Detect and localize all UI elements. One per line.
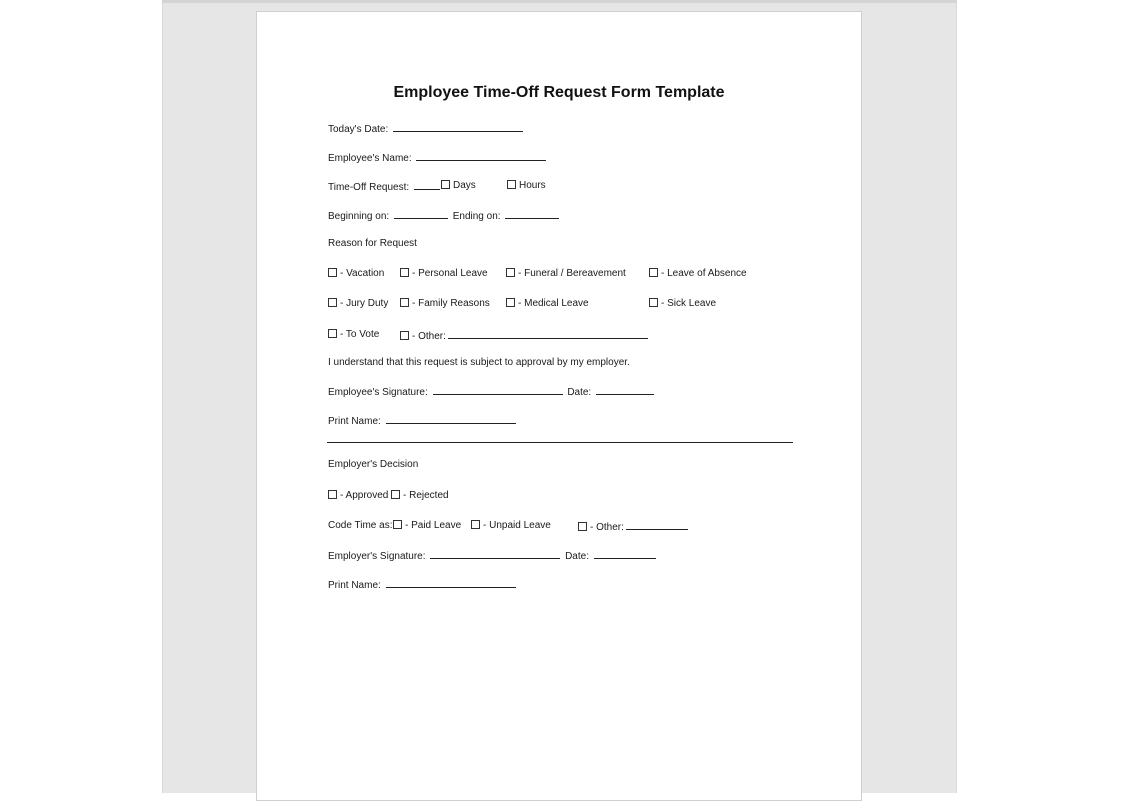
medical-leave-checkbox[interactable] bbox=[506, 298, 515, 307]
family-reasons-option[interactable] bbox=[400, 297, 490, 311]
days-checkbox[interactable] bbox=[441, 180, 450, 189]
unpaid-leave-option[interactable] bbox=[471, 519, 551, 533]
jury-duty-checkbox[interactable] bbox=[328, 298, 337, 307]
medical-leave-option[interactable] bbox=[506, 297, 589, 311]
page-title: Employee Time-Off Request Form Template bbox=[393, 84, 725, 101]
todays-date-label: Today's Date: bbox=[328, 124, 389, 135]
employer-date-field[interactable] bbox=[594, 548, 656, 559]
code-other-option[interactable] bbox=[578, 519, 688, 535]
ending-on-field[interactable] bbox=[505, 208, 559, 219]
todays-date-field[interactable] bbox=[393, 121, 523, 132]
employee-date-field[interactable] bbox=[596, 384, 654, 395]
rejected-label: - Rejected bbox=[403, 490, 449, 501]
employee-print-name-field[interactable] bbox=[386, 413, 516, 424]
personal-leave-option[interactable] bbox=[400, 267, 488, 281]
other-reason-checkbox[interactable] bbox=[400, 331, 409, 340]
other-reason-option[interactable] bbox=[400, 328, 648, 344]
family-reasons-label: - Family Reasons bbox=[412, 298, 490, 309]
code-time-row bbox=[328, 519, 708, 533]
approved-checkbox[interactable] bbox=[328, 490, 337, 499]
reason-row-2 bbox=[328, 297, 788, 311]
funeral-bereavement-label: - Funeral / Bereavement bbox=[518, 268, 626, 279]
days-option[interactable] bbox=[441, 179, 476, 193]
viewer-top-border bbox=[162, 0, 957, 3]
rejected-checkbox[interactable] bbox=[391, 490, 400, 499]
approved-option[interactable] bbox=[328, 489, 388, 503]
sick-leave-label: - Sick Leave bbox=[661, 298, 717, 309]
vacation-label: - Vacation bbox=[340, 268, 385, 279]
employer-print-name-label: Print Name: bbox=[328, 580, 381, 591]
leave-of-absence-checkbox[interactable] bbox=[649, 268, 658, 277]
code-other-field[interactable] bbox=[626, 519, 688, 530]
reason-row-1 bbox=[328, 267, 788, 281]
reason-heading: Reason for Request bbox=[328, 238, 417, 249]
sick-leave-checkbox[interactable] bbox=[649, 298, 658, 307]
employee-name-field[interactable] bbox=[416, 150, 546, 161]
other-reason-field[interactable] bbox=[448, 328, 648, 339]
to-vote-checkbox[interactable] bbox=[328, 329, 337, 338]
jury-duty-option[interactable] bbox=[328, 297, 388, 311]
section-divider bbox=[327, 442, 793, 443]
decision-row bbox=[328, 489, 528, 503]
to-vote-option[interactable] bbox=[328, 328, 379, 342]
employee-print-name-label: Print Name: bbox=[328, 416, 381, 427]
hours-checkbox[interactable] bbox=[507, 180, 516, 189]
to-vote-label: - To Vote bbox=[340, 329, 380, 340]
beginning-on-field[interactable] bbox=[394, 208, 448, 219]
paid-leave-option[interactable] bbox=[393, 519, 461, 533]
employer-print-name-row bbox=[328, 577, 516, 593]
unpaid-leave-checkbox[interactable] bbox=[471, 520, 480, 529]
funeral-bereavement-checkbox[interactable] bbox=[506, 268, 515, 277]
rejected-option[interactable] bbox=[391, 489, 449, 503]
personal-leave-checkbox[interactable] bbox=[400, 268, 409, 277]
employee-signature-row bbox=[328, 384, 654, 400]
employee-date-label: Date: bbox=[567, 387, 592, 398]
code-time-label: Code Time as: bbox=[328, 520, 393, 531]
code-other-label: - Other: bbox=[590, 522, 624, 533]
time-off-request-label: Time-Off Request: bbox=[328, 182, 410, 193]
medical-leave-label: - Medical Leave bbox=[518, 298, 589, 309]
ending-on-label: Ending on: bbox=[452, 211, 501, 222]
employee-name-label: Employee's Name: bbox=[328, 153, 412, 164]
employer-signature-row bbox=[328, 548, 656, 564]
acknowledgement-text: I understand that this request is subject to approval by my employer. bbox=[328, 357, 630, 368]
employee-print-name-row bbox=[328, 413, 516, 429]
employee-signature-field[interactable] bbox=[433, 384, 563, 395]
time-off-amount-field[interactable] bbox=[414, 179, 440, 190]
todays-date-row bbox=[328, 121, 523, 137]
document-page bbox=[256, 11, 862, 801]
employer-signature-field[interactable] bbox=[430, 548, 560, 559]
beginning-on-label: Beginning on: bbox=[328, 211, 390, 222]
paid-leave-checkbox[interactable] bbox=[393, 520, 402, 529]
approved-label: - Approved bbox=[340, 490, 389, 501]
other-reason-label: - Other: bbox=[412, 331, 446, 342]
vacation-checkbox[interactable] bbox=[328, 268, 337, 277]
employee-signature-label: Employee's Signature: bbox=[328, 387, 428, 398]
paid-leave-label: - Paid Leave bbox=[405, 520, 462, 531]
sick-leave-option[interactable] bbox=[649, 297, 716, 311]
vacation-option[interactable] bbox=[328, 267, 384, 281]
leave-of-absence-option[interactable] bbox=[649, 267, 747, 281]
employer-print-name-field[interactable] bbox=[386, 577, 516, 588]
days-label: Days bbox=[453, 180, 476, 191]
employer-decision-heading: Employer's Decision bbox=[328, 459, 419, 470]
unpaid-leave-label: - Unpaid Leave bbox=[483, 520, 551, 531]
employer-signature-label: Employer's Signature: bbox=[328, 551, 426, 562]
family-reasons-checkbox[interactable] bbox=[400, 298, 409, 307]
personal-leave-label: - Personal Leave bbox=[412, 268, 488, 279]
hours-label: Hours bbox=[519, 180, 546, 191]
funeral-bereavement-option[interactable] bbox=[506, 267, 626, 281]
leave-of-absence-label: - Leave of Absence bbox=[661, 268, 747, 279]
dates-row bbox=[328, 208, 559, 224]
reason-row-3 bbox=[328, 328, 788, 342]
employee-name-row bbox=[328, 150, 546, 166]
hours-option[interactable] bbox=[507, 179, 546, 193]
code-other-checkbox[interactable] bbox=[578, 522, 587, 531]
jury-duty-label: - Jury Duty bbox=[340, 298, 389, 309]
time-off-request-row bbox=[328, 179, 568, 193]
employer-date-label: Date: bbox=[565, 551, 589, 562]
